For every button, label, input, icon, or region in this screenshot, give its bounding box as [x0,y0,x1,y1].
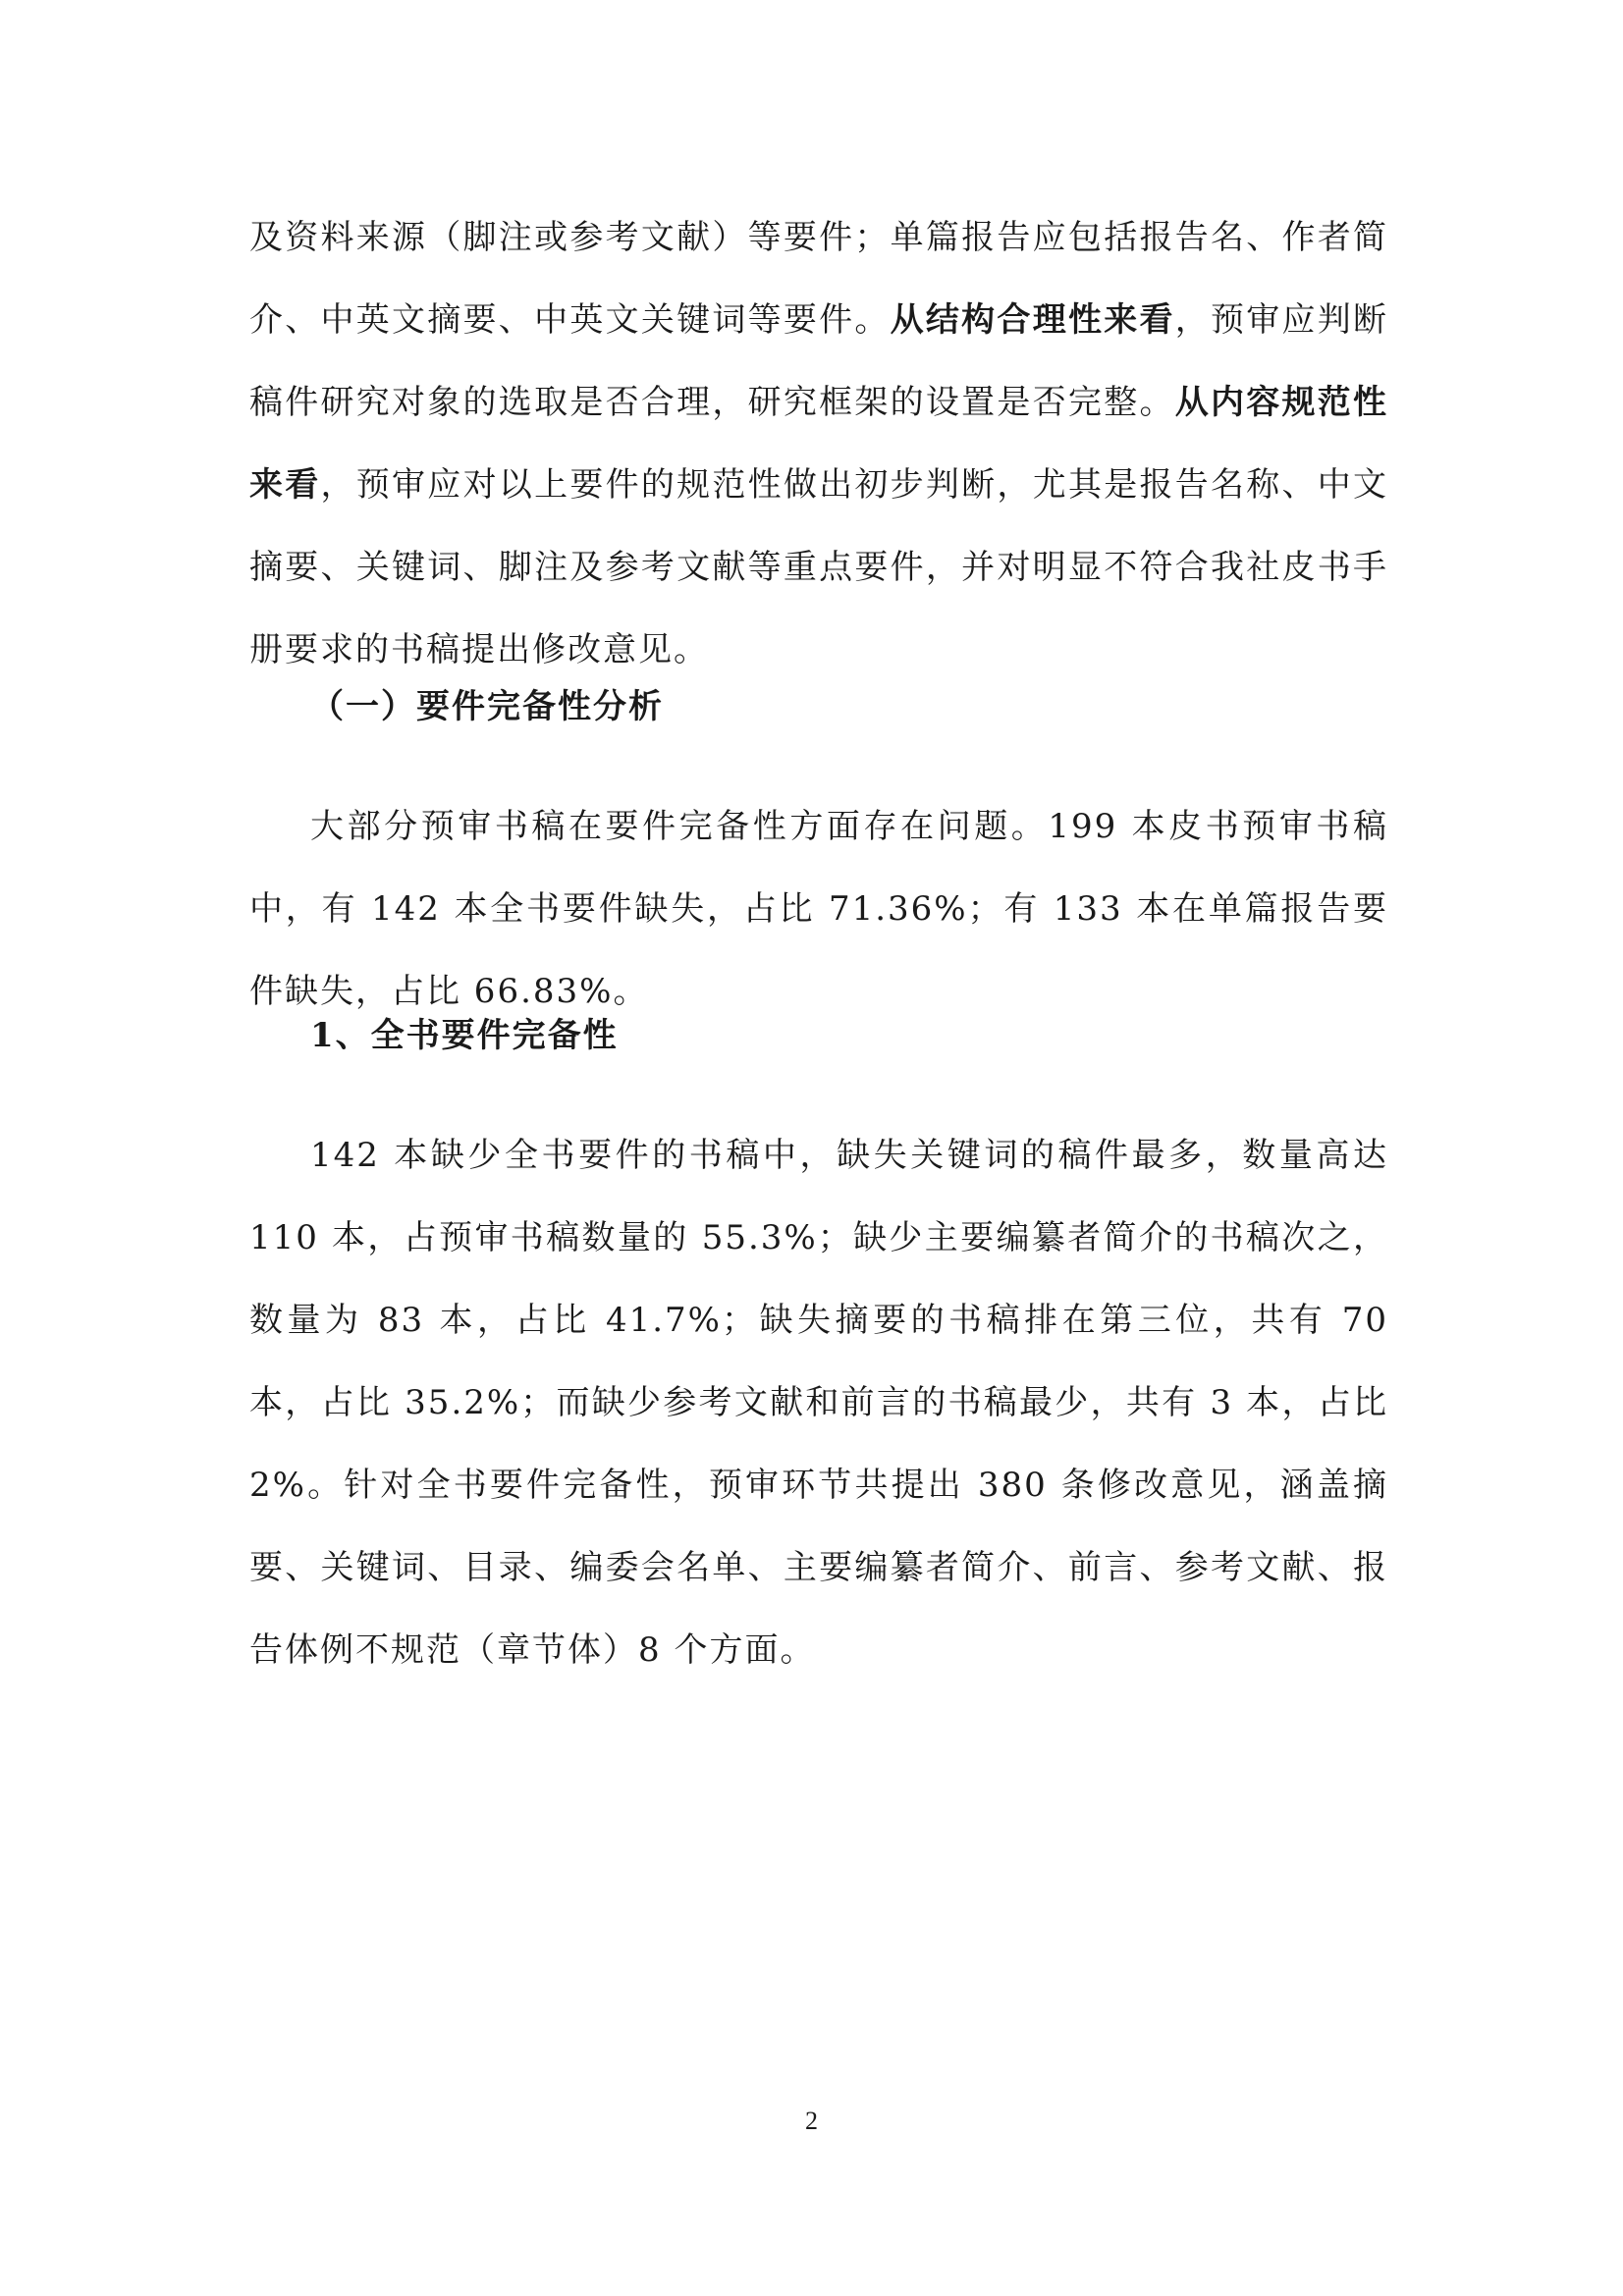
paragraph-book-completeness: 142 本缺少全书要件的书稿中，缺失关键词的稿件最多，数量高达 110 本，占预审书稿数量的 55.3%；缺少主要编纂者简介的书稿次之，数量为 83 本，占比 41.7%；缺失摘要的书稿排在第三位，共有 70 本，占比 35.2%；而缺少参考文献和前言的书稿最少，共有 3 本，占比 2%。针对全书要件完备性，预审环节共提出 380 条修改意见，涵盖摘要、关键词、目录、编委会名单、主要编纂者简介、前言、参考文献、报告体例不规范（章节体）8 个方面。 [249,1136,1388,1670]
section-heading: （一）要件完备性分析 [310,687,664,726]
bold-phrase-content: 从内容规范性来看 [249,383,1389,505]
paragraph-text: ，预审应判断稿件研究对象的选取是否合理，研究框架的设置是否完整。 [249,300,1389,422]
paragraph-structure-criteria [249,196,1388,691]
paragraph-completeness-summary: 大部分预审书稿在要件完备性方面存在问题。199 本皮书预审书稿中，有 142 本全书要件缺失，占比 71.36%；有 133 本在单篇报告要件缺失，占比 66.83%。 [249,807,1388,1011]
page-number: 2 [805,2107,818,2135]
subsection-heading: 1、全书要件完备性 [310,1016,619,1055]
paragraph-text: ，预审应对以上要件的规范性做出初步判断，尤其是报告名称、中文摘要、关键词、脚注及参考文献等重点要件，并对明显不符合我社皮书手册要求的书稿提出修改意见。 [249,465,1389,669]
bold-phrase-structure: 从结构合理性来看 [890,300,1175,340]
paragraph-text: 及资料来源（脚注或参考文献）等要件；单篇报告应包括报告名、作者简介、中英文摘要、中英文关键词等要件。 [249,218,1388,340]
